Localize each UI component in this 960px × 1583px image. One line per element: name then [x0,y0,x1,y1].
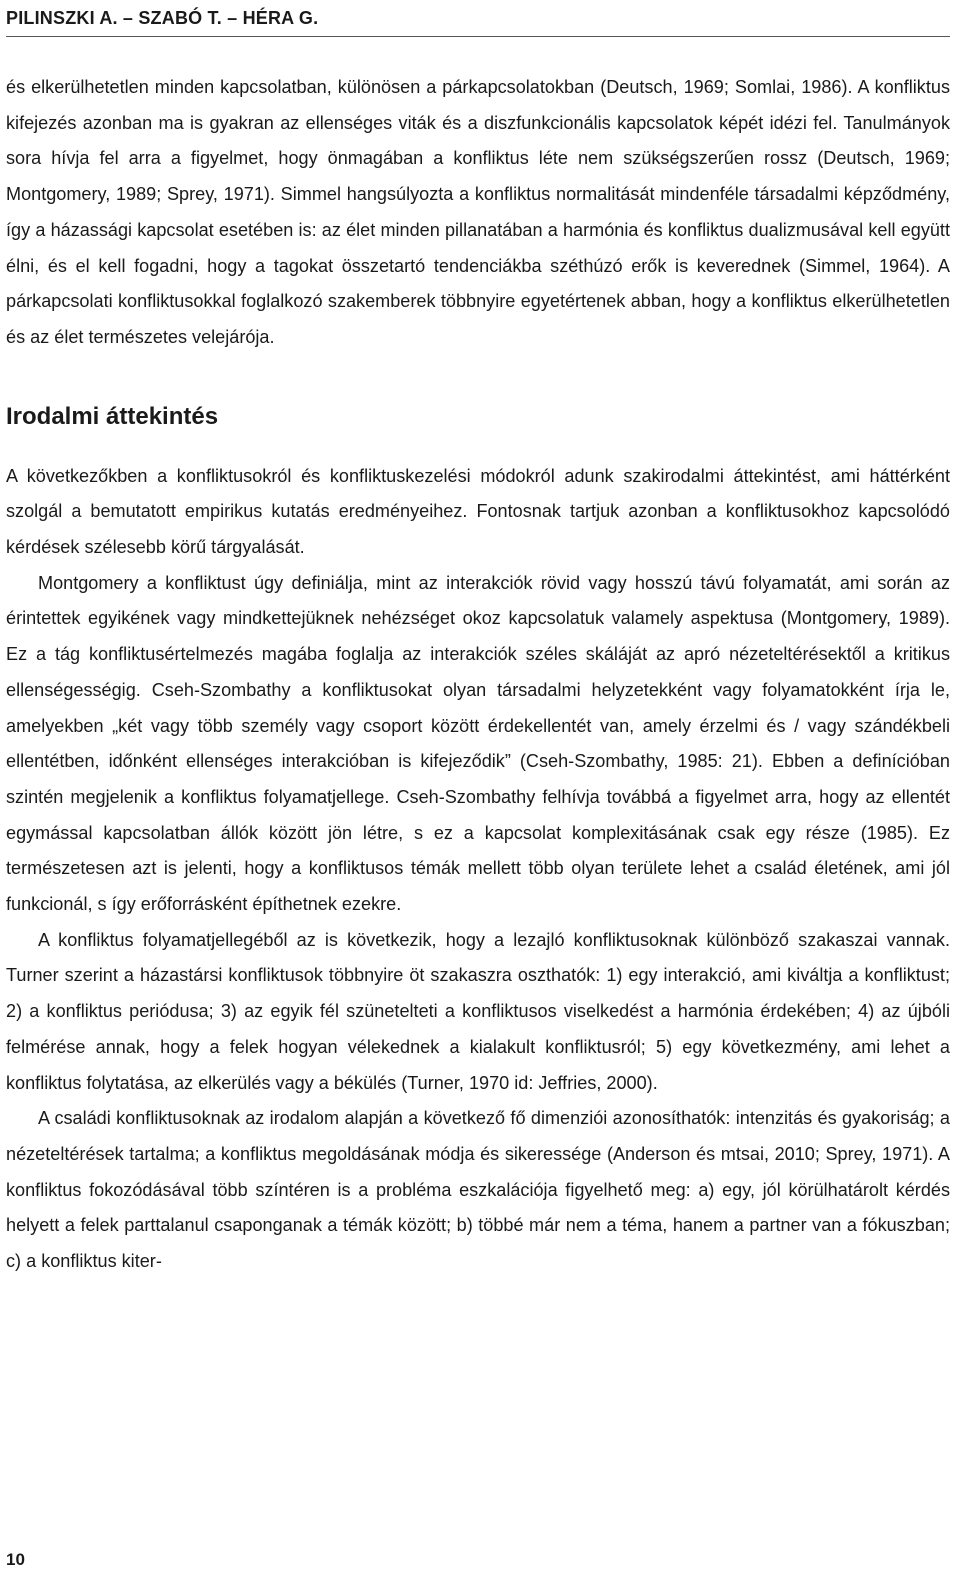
intro-paragraph: és elkerülhetetlen minden kapcsolatban, különösen a párkapcsolatokban (Deutsch, 1969; Somlai, 1986). A konfliktus kifejezés azonban ma is gyakran az ellenséges viták és a diszfunkcionális kapcsolatok képét idézi fel. Tanulmányok sora hívja fel arra a figyelmet, hogy önmagában a konfliktus léte nem szükségszerűen rossz (Deutsch, 1969; Montgomery, 1989; Sprey, 1971). Simmel hangsúlyozta a konfliktus normalitását mindenféle társadalmi képződmény, így a házassági kapcsolat esetében is: az élet minden pillanatában a harmónia és konfliktus dualizmusával kell együtt élni, és el kell fogadni, hogy a tagokat összetartó tendenciákba széthúzó erők is keverednek (Simmel, 1964). A párkapcsolati konfliktusokkal foglalkozó szakemberek többnyire egyetértenek abban, hogy a konfliktus elkerülhetetlen és az élet természetes velejárója. [6,77,950,347]
page-body [6,70,950,1280]
running-header [6,6,950,37]
section-paragraph-4: A családi konfliktusoknak az irodalom alapján a következő fő dimenziói azonosíthatók: intenzitás és gyakoriság; a nézeteltérések tartalma; a konfliktus megoldásának módja és sikeressége (Anderson és mtsai, 2010; Sprey, 1971). A konfliktus fokozódásával több színtéren is a probléma eszkalációja figyelhető meg: a) egy, jól körülhatárolt kérdés helyett a felek parttalanul csaponganak a témák között; b) többé már nem a téma, hanem a partner van a fókuszban; c) a konfliktus kiter- [6,1108,950,1272]
header-authors: PILINSZKI A. – SZABÓ T. – HÉRA G. [6,8,319,28]
section-heading: Irodalmi áttekintés [6,402,219,430]
section-paragraph-2: Montgomery a konfliktust úgy definiálja, mint az interakciók rövid vagy hosszú távú folyamatát, ami során az érintettek egyikének vagy mindkettejüknek nehézséget okoz kapcsolatuk valamely aspektusa (Montgomery, 1989). Ez a tág konfliktusértelmezés magába foglalja az interakciók széles skáláját az apró nézeteltérésektől a kritikus ellenségességig. Cseh-Szombathy a konfliktusokat olyan társadalmi helyzetekként vagy folyamatokként írja le, amelyekben „két vagy több személy vagy csoport között érdekellentét van, amely érzelmi és / vagy szándékbeli ellentétben, időnként ellenséges interakcióban is kifejeződik” (Cseh-Szombathy, 1985: 21). Ebben a definícióban szintén megjelenik a konfliktus folyamatjellege. Cseh-Szombathy felhívja továbbá a figyelmet arra, hogy az ellentét egymással kapcsolatban állók között jön létre, s ez a kapcsolat komplexitásának csak egy része (1985). Ez természetesen azt is jelenti, hogy a konfliktusos témák mellett több olyan területe lehet a család életének, ami jól funkcionál, s így erőforrásként építhetnek ezekre. [6,572,950,915]
page-number: 10 [6,1550,25,1569]
section-paragraph-3: A konfliktus folyamatjellegéből az is következik, hogy a lezajló konfliktusoknak különböző szakaszai vannak. Turner szerint a házastársi konfliktusok többnyire öt szakaszra oszthatók: 1) egy interakció, ami kiváltja a konfliktust; 2) a konfliktus periódusa; 3) az egyik fél szünetelteti a konfliktusos viselkedést a harmónia érdekében; 4) az újbóli felmérése annak, hogy a felek hogyan vélekednek a kialakult konfliktusról; 5) egy következmény, ami lehet a konfliktus folytatása, az elkerülés vagy a békülés (Turner, 1970 id: Jeffries, 2000). [6,929,950,1093]
section-paragraph-1: A következőkben a konfliktusokról és konfliktuskezelési módokról adunk szakirodalmi áttekintést, ami háttérként szolgál a bemutatott empirikus kutatás eredményeihez. Fontosnak tartjuk azonban a konfliktusokhoz kapcsolódó kérdések szélesebb körű tárgyalását. [6,465,950,558]
